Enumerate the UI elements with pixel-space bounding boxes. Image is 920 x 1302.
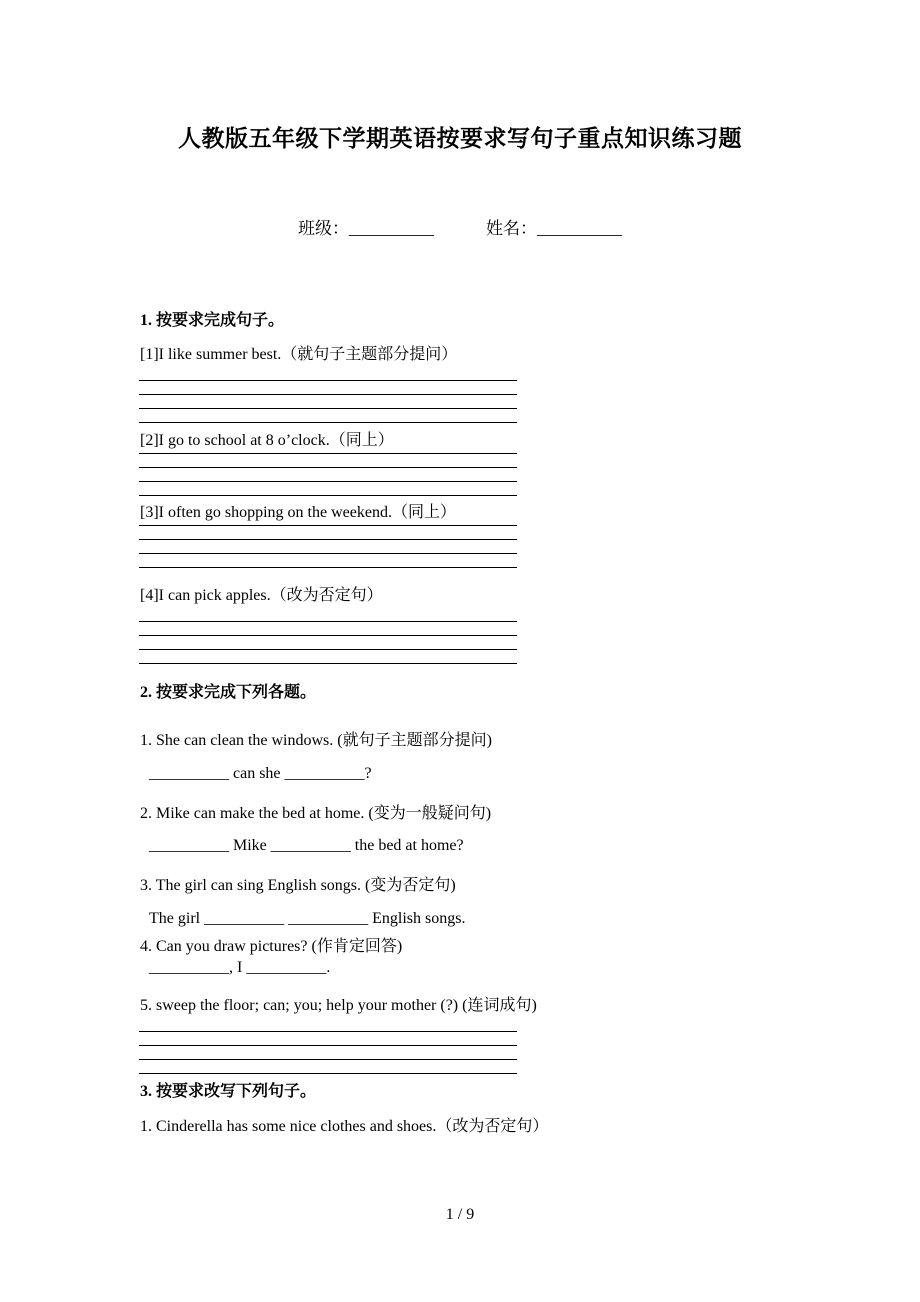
section-2-title: 2. 按要求完成下列各题。 [140,684,317,701]
answer-lines [139,525,517,568]
section-2-question-5: 5. sweep the floor; can; you; help your mother (?) (连词成句) [140,997,537,1014]
page-number: 1 / 9 [445,1206,475,1223]
answer-lines [139,380,517,423]
section-1-item-2: [2]I go to school at 8 o’clock.（同上） [140,432,394,449]
section-3-title: 3. 按要求改写下列句子。 [140,1083,317,1100]
section-2-answer-4: __________, I __________. [149,959,331,976]
section-1-item-4: [4]I can pick apples.（改为否定句） [140,587,383,604]
section-2-question-4: 4. Can you draw pictures? (作肯定回答) [140,938,403,955]
section-2-question-2: 2. Mike can make the bed at home. (变为一般疑问句) [140,805,492,822]
section-3-item-1: 1. Cinderella has some nice clothes and shoes.（改为否定句） [140,1118,549,1135]
section-2-answer-2: __________ Mike __________ the bed at home? [149,837,464,854]
class-field-label: 班级：__________ [298,219,434,238]
section-2-answer-3: The girl __________ __________ English songs. [149,910,466,927]
section-1-item-1: [1]I like summer best.（就句子主题部分提问） [140,346,458,363]
section-1-item-3: [3]I often go shopping on the weekend.（同上） [140,504,456,521]
student-info [0,214,920,239]
section-1-title: 1. 按要求完成句子。 [140,312,285,329]
page-title: 人教版五年级下学期英语按要求写句子重点知识练习题 [178,126,742,151]
answer-lines [139,1031,517,1074]
answer-lines [139,453,517,496]
section-2-answer-1: __________ can she __________? [149,765,372,782]
name-field-label: 姓名：__________ [486,219,622,238]
answer-lines [139,621,517,664]
section-2-question-3: 3. The girl can sing English songs. (变为否定句) [140,877,456,894]
section-2-question-1: 1. She can clean the windows. (就句子主题部分提问) [140,732,492,749]
